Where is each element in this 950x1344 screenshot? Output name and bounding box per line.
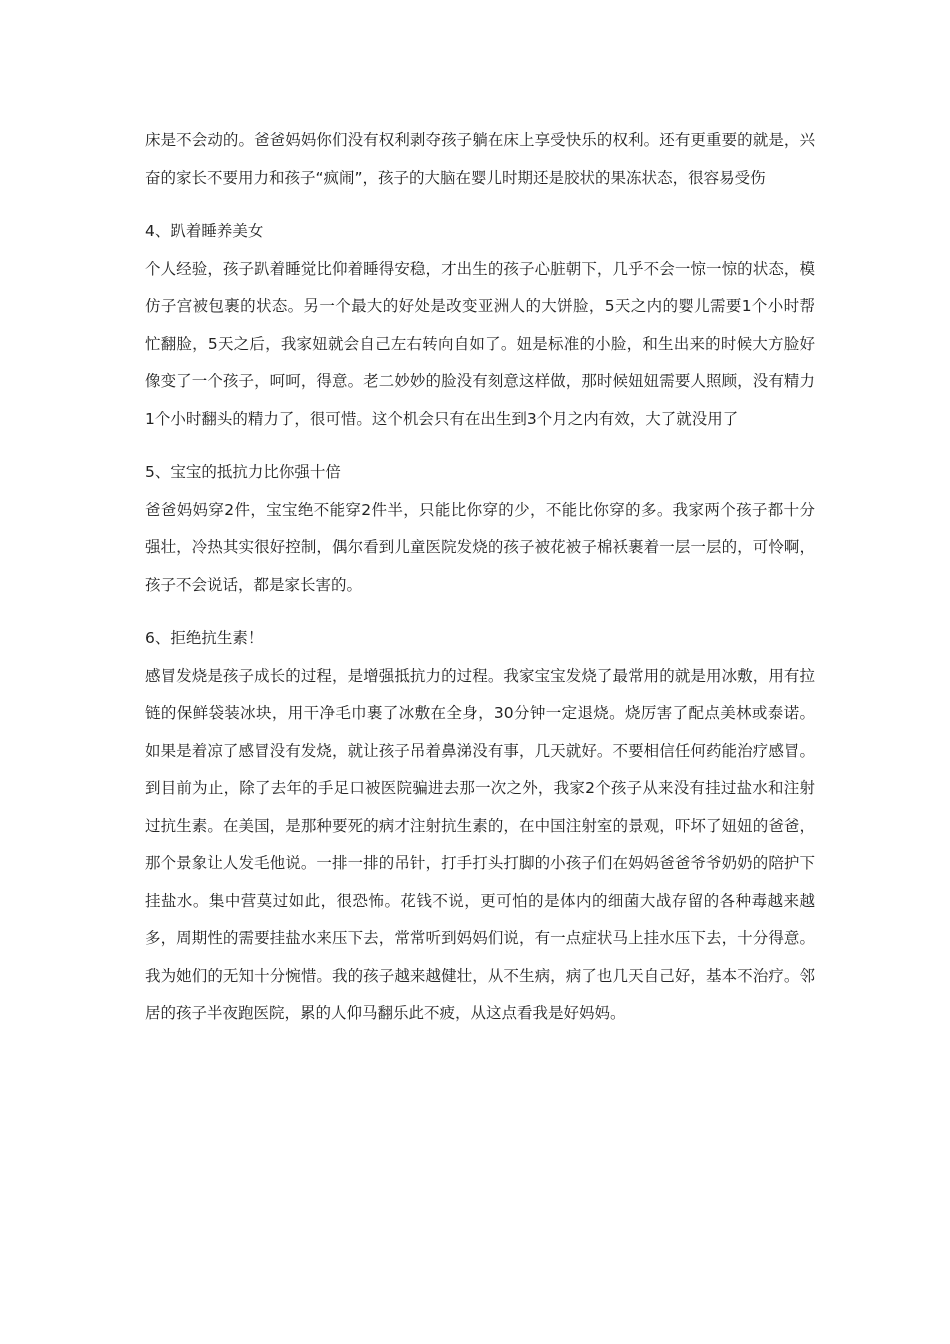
- paragraph-bed-safety: 床是不会动的。爸爸妈妈你们没有权利剥夺孩子躺在床上享受快乐的权利。还有更重要的就是，兴奋的家长不要用力和孩子“疯闹”，孩子的大脑在婴儿时期还是胶状的果冻状态，很容易受伤: [145, 131, 815, 187]
- paragraph-gap: [145, 438, 815, 454]
- section-heading-4: 4、趴着睡养美女: [145, 222, 264, 240]
- paragraph-antibiotics: 感冒发烧是孩子成长的过程，是增强抵抗力的过程。我家宝宝发烧了最常用的就是用冰敷，用有拉链的保鲜袋装冰块，用干净毛巾裹了冰敷在全身，30分钟一定退烧。烧厉害了配点美林或泰诺。如果是着凉了感冒没有发烧，就让孩子吊着鼻涕没有事，几天就好。不要相信任何药能治疗感冒。到目前为止，除了去年的手足口被医院骗进去那一次之外，我家2个孩子从来没有挂过盐水和注射过抗生素。在美国，是那种要死的病才注射抗生素的，在中国注射室的景观，吓坏了妞妞的爸爸，那个景象让人发毛他说。一排一排的吊针，打手打头打脚的小孩子们在妈妈爸爸爷爷奶奶的陪护下挂盐水。集中营莫过如此，很恐怖。花钱不说，更可怕的是体内的细菌大战存留的各种毒越来越多，周期性的需要挂盐水来压下去，常常听到妈妈们说，有一点症状马上挂水压下去，十分得意。我为她们的无知十分惋惜。我的孩子越来越健壮，从不生病，病了也几天自己好，基本不治疗。邻居的孩子半夜跑医院，累的人仰马翻乐此不疲，从这点看我是好妈妈。: [145, 666, 815, 1022]
- paragraph-sleep-prone: 个人经验，孩子趴着睡觉比仰着睡得安稳，才出生的孩子心脏朝下，几乎不会一惊一惊的状态，模仿子宫被包裹的状态。另一个最大的好处是改变亚洲人的大饼脸，5天之内的婴儿需要1个小时帮忙翻脸，5天之后，我家妞就会自己左右转向自如了。妞是标准的小脸，和生出来的时候大方脸好像变了一个孩子，呵呵，得意。老二妙妙的脸没有刻意这样做，那时候妞妞需要人照顾，没有精力1个小时翻头的精力了，很可惜。这个机会只有在出生到3个月之内有效，大了就没用了: [145, 259, 815, 428]
- article-body: [145, 122, 815, 1033]
- section-heading-5: 5、宝宝的抵抗力比你强十倍: [145, 463, 341, 481]
- paragraph-resistance: 爸爸妈妈穿2件，宝宝绝不能穿2件半，只能比你穿的少，不能比你穿的多。我家两个孩子都十分强壮，冷热其实很好控制，偶尔看到儿童医院发烧的孩子被花被子棉袄裹着一层一层的，可怜啊，孩子不会说话，都是家长害的。: [145, 500, 815, 594]
- paragraph-gap: [145, 604, 815, 620]
- section-heading-6: 6、拒绝抗生素！: [145, 629, 264, 647]
- paragraph-gap: [145, 197, 815, 213]
